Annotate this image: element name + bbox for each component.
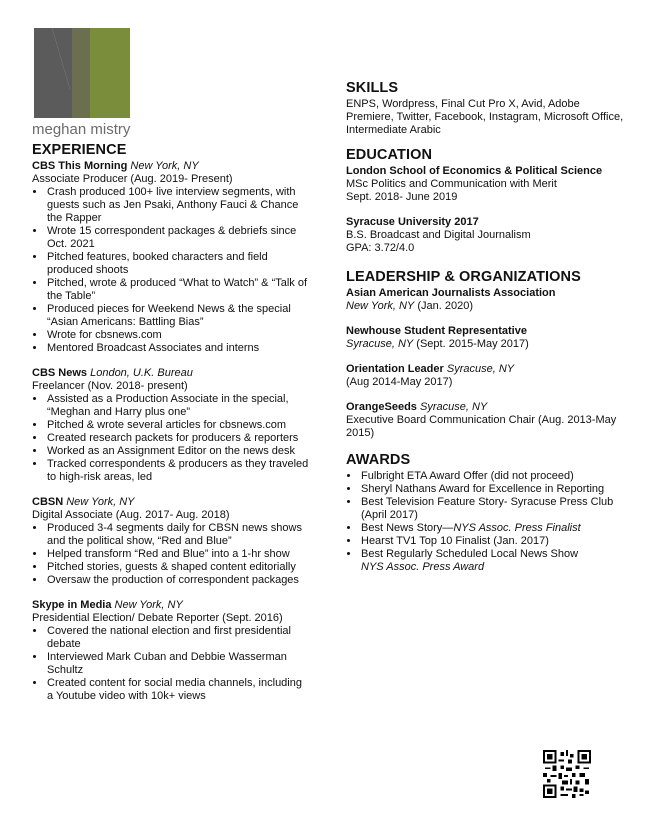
award-text: Best News Story— (361, 522, 454, 534)
leadership-detail-text: (Sept. 2015-May 2017) (413, 338, 529, 350)
job-header (32, 496, 310, 509)
right-column (346, 80, 624, 574)
job-role: Presidential Election/ Debate Reporter (Sept. 2016) (32, 612, 283, 624)
award-item (360, 483, 624, 496)
job-bullets (32, 186, 310, 355)
award-italic: NYS Assoc. Press Award (361, 561, 485, 573)
job-org: CBS This Morning (32, 160, 128, 172)
qr-code (543, 750, 591, 798)
job-entry (32, 599, 310, 703)
job-header (32, 160, 310, 173)
award-item (360, 535, 624, 548)
job-bullets (32, 625, 310, 703)
job-org: CBS News (32, 367, 88, 379)
job-entry (32, 367, 310, 484)
awards-list (346, 470, 624, 574)
job-header (32, 599, 310, 612)
award-item (360, 522, 624, 535)
leadership-location: Syracuse, NY (419, 401, 488, 413)
job-role: Associate Producer (Aug. 2019- Present) (32, 173, 233, 185)
job-header (32, 367, 310, 380)
leadership-detail (346, 414, 624, 440)
leadership-detail-text: (Aug 2014-May 2017) (346, 376, 453, 388)
job-bullet: • Tracked correspondents & producers as they traveled to high-risk areas, led (46, 458, 310, 484)
job-bullet: • Pitched & wrote several articles for cbsnews.com (46, 419, 310, 432)
leadership-detail (346, 338, 624, 351)
job-bullets (32, 522, 310, 587)
leadership-org: Asian American Journalists Association (346, 287, 556, 299)
leadership-section (346, 269, 624, 440)
leadership-detail-text: Executive Board Communication Chair (Aug. 2013-May 2015) (346, 414, 617, 439)
award-item (360, 470, 624, 483)
skills-section (346, 80, 624, 137)
awards-section (346, 452, 624, 574)
leadership-detail (346, 300, 624, 313)
job-entry (32, 160, 310, 355)
leadership-detail (346, 376, 624, 389)
job-role: Freelancer (Nov. 2018- present) (32, 380, 188, 392)
job-bullet: • Produced 3-4 segments daily for CBSN news shows and the political show, “Red and Blue” (46, 522, 310, 548)
leadership-item (346, 325, 624, 351)
school-line: MSc Politics and Communication with Merit (346, 178, 557, 190)
job-bullet: • Wrote for cbsnews.com (46, 329, 310, 342)
job-location: New York, NY (114, 599, 183, 611)
award-item (360, 496, 624, 522)
education-section (346, 147, 624, 255)
school-name: Syracuse University 2017 (346, 216, 479, 228)
logo-monogram (34, 28, 130, 118)
education-title: EDUCATION (346, 147, 433, 163)
leadership-header (346, 325, 624, 338)
leadership-org: OrangeSeeds (346, 401, 417, 413)
school-line: GPA: 3.72/4.0 (346, 242, 415, 254)
award-text: Best Television Feature Story- Syracuse Press Club (April 2017) (361, 496, 614, 521)
job-bullet: • Interviewed Mark Cuban and Debbie Wasserman Schultz (46, 651, 310, 677)
job-org: CBSN (32, 496, 64, 508)
leadership-org: Orientation Leader (346, 363, 444, 375)
job-bullet: • Mentored Broadcast Associates and interns (46, 342, 310, 355)
job-bullet: • Wrote 15 correspondent packages & debriefs since Oct. 2021 (46, 225, 310, 251)
experience-list (32, 160, 310, 703)
job-entry (32, 496, 310, 587)
leadership-location: Syracuse, NY (446, 363, 515, 375)
award-italic: NYS Assoc. Press Finalist (453, 522, 581, 534)
job-bullet: • Assisted as a Production Associate in the special, “Meghan and Harry plus one” (46, 393, 310, 419)
job-bullet: • Oversaw the production of correspondent packages (46, 574, 310, 587)
job-location: London, U.K. Bureau (90, 367, 193, 379)
job-bullet: • Pitched features, booked characters and field produced shoots (46, 251, 310, 277)
job-bullet: • Helped transform “Red and Blue” into a 1-hr show (46, 548, 310, 561)
award-text: Sheryl Nathans Award for Excellence in Reporting (361, 483, 605, 495)
leadership-header (346, 287, 624, 300)
job-bullet: • Crash produced 100+ live interview segments, with guests such as Jen Psaki, Anthony Fauci & Chance the Rapper (46, 186, 310, 225)
logo-name: meghan mistry (32, 121, 131, 138)
award-text: Fulbright ETA Award Offer (did not proceed) (361, 470, 574, 482)
leadership-item (346, 287, 624, 313)
job-bullet: • Produced pieces for Weekend News & the special “Asian Americans: Battling Bias” (46, 303, 310, 329)
school-line: Sept. 2018- June 2019 (346, 191, 458, 203)
skills-title: SKILLS (346, 80, 399, 96)
leadership-org: Newhouse Student Representative (346, 325, 527, 337)
logo (32, 26, 142, 138)
leadership-detail-text: (Jan. 2020) (414, 300, 473, 312)
job-bullet: • Covered the national election and first presidential debate (46, 625, 310, 651)
leadership-item (346, 401, 624, 440)
job-location: New York, NY (130, 160, 199, 172)
award-text: Best Regularly Scheduled Local News Show (361, 548, 579, 560)
awards-title: AWARDS (346, 452, 411, 468)
leadership-list (346, 287, 624, 440)
education-item (346, 165, 624, 204)
job-bullet: • Pitched, wrote & produced “What to Watch” & “Talk of the Table” (46, 277, 310, 303)
job-role: Digital Associate (Aug. 2017- Aug. 2018) (32, 509, 230, 521)
leadership-title: LEADERSHIP & ORGANIZATIONS (346, 269, 581, 285)
job-location: New York, NY (66, 496, 135, 508)
job-bullet: • Created content for social media channels, including a Youtube video with 10k+ views (46, 677, 310, 703)
job-org: Skype in Media (32, 599, 112, 611)
award-text: Hearst TV1 Top 10 Finalist (Jan. 2017) (361, 535, 549, 547)
leadership-detail-location: Syracuse, NY (346, 338, 414, 350)
school-line: B.S. Broadcast and Digital Journalism (346, 229, 531, 241)
leadership-detail-location: New York, NY (346, 300, 415, 312)
skills-text: ENPS, Wordpress, Final Cut Pro X, Avid, Adobe Premiere, Twitter, Facebook, Instagram, Microsoft Office, Intermediate Arabic (346, 98, 624, 136)
school-name: London School of Economics & Political Science (346, 165, 603, 177)
left-column (32, 142, 310, 715)
job-bullet: • Created research packets for producers & reporters (46, 432, 310, 445)
education-item (346, 216, 624, 255)
experience-title: EXPERIENCE (32, 142, 127, 158)
leadership-header (346, 363, 624, 376)
job-bullet: • Worked as an Assignment Editor on the news desk (46, 445, 310, 458)
job-bullets (32, 393, 310, 484)
award-item (360, 548, 624, 574)
leadership-header (346, 401, 624, 414)
job-bullet: • Pitched stories, guests & shaped content editorially (46, 561, 310, 574)
leadership-item (346, 363, 624, 389)
